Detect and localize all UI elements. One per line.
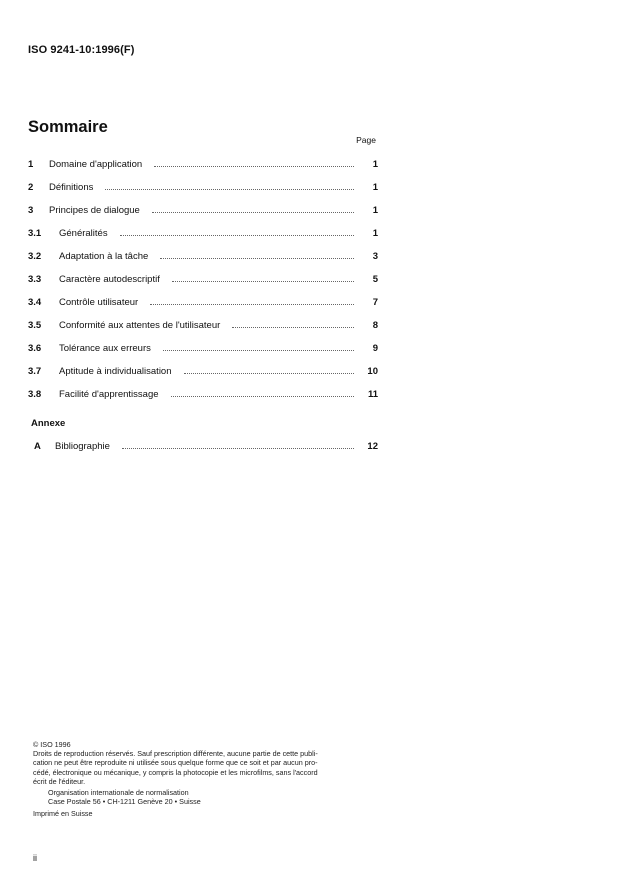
toc-entry-label: Caractère autodescriptif [59,274,160,285]
toc-entry-3-3[interactable] [28,271,378,285]
dot-leader [184,373,355,374]
toc-entry-number: 3.7 [28,366,42,377]
document-reference: ISO 9241-10:1996(F) [28,44,135,56]
rights-line-3: cédé, électronique ou mécanique, y compris la photocopie et les microfilms, sans l'accord [33,767,318,777]
rights-line-2: cation ne peut être reproduite ni utilisée sous quelque forme que ce soit et par aucun pro- [33,758,318,768]
toc-entry-3-2[interactable] [28,248,378,262]
toc-entry-number: 3.1 [28,228,42,239]
toc-entry-number: 3.2 [28,251,42,262]
toc-entry-label: Conformité aux attentes de l'utilisateur [59,320,221,331]
toc-entry-page: 1 [372,182,378,193]
toc-entry-label: Aptitude à individualisation [59,366,172,377]
toc-entry-number: 3.4 [28,297,42,308]
toc-entry-number: 3.3 [28,274,42,285]
dot-leader [120,235,354,236]
toc-entry-page: 1 [372,159,378,170]
toc-entry-3-8[interactable] [28,386,378,400]
toc-entry-page: 12 [367,441,378,452]
toc-entry-1[interactable] [28,156,378,170]
toc-entry-page: 11 [367,389,378,400]
toc-entry-number: 3.5 [28,320,42,331]
dot-leader [172,281,354,282]
toc-entry-label: Définitions [49,182,94,193]
toc-entry-number: 3.6 [28,343,42,354]
printed-in: Imprimé en Suisse [33,809,93,819]
toc-entry-3-4[interactable] [28,294,378,308]
rights-line-4: écrit de l'éditeur. [33,776,86,786]
copyright-notice [33,740,383,819]
dot-leader [160,258,354,259]
toc-entry-number: A [34,441,41,452]
publisher-address: Case Postale 56 • CH-1211 Genève 20 • Suisse [48,797,201,807]
toc-entry-label: Tolérance aux erreurs [59,343,151,354]
toc-entry-label: Principes de dialogue [49,205,140,216]
toc-entry-page: 10 [367,366,378,377]
rights-line-1: Droits de reproduction réservés. Sauf prescription différente, aucune partie de cette publi- [33,749,318,759]
toc-entry-3[interactable] [28,202,378,216]
dot-leader [154,166,354,167]
toc-entry-2[interactable] [28,179,378,193]
toc-entry-page: 3 [372,251,378,262]
toc-entry-3-7[interactable] [28,363,378,377]
toc-entry-page: 7 [372,297,378,308]
toc-entry-number: 1 [28,159,34,170]
dot-leader [150,304,354,305]
toc-entry-3-6[interactable] [28,340,378,354]
toc-entry-page: 1 [372,228,378,239]
toc-entry-label: Généralités [59,228,108,239]
toc-entry-page: 1 [372,205,378,216]
toc-entry-3-1[interactable] [28,225,378,239]
publisher-organization: Organisation internationale de normalisation [48,788,189,798]
toc-entry-label: Facilité d'apprentissage [59,389,159,400]
dot-leader [105,189,354,190]
dot-leader [163,350,354,351]
toc-entry-number: 3 [28,205,34,216]
copyright-line: © ISO 1996 [33,740,71,749]
toc-entry-label: Bibliographie [55,441,110,452]
dot-leader [232,327,354,328]
toc-entry-page: 9 [372,343,378,354]
dot-leader [122,448,354,449]
toc-entry-annex-a[interactable] [34,438,378,452]
dot-leader [152,212,354,213]
toc-entry-label: Adaptation à la tâche [59,251,149,262]
toc-title: Sommaire [28,118,108,136]
toc-entry-3-5[interactable] [28,317,378,331]
annex-heading: Annexe [31,418,66,429]
dot-leader [171,396,354,397]
toc-entry-number: 3.8 [28,389,42,400]
toc-entry-number: 2 [28,182,34,193]
toc-entry-label: Contrôle utilisateur [59,297,139,308]
page-folio: ii [33,853,37,863]
toc-entry-label: Domaine d'application [49,159,143,170]
toc-entry-page: 8 [372,320,378,331]
toc-entry-page: 5 [372,274,378,285]
page-column-label: Page [356,135,376,145]
